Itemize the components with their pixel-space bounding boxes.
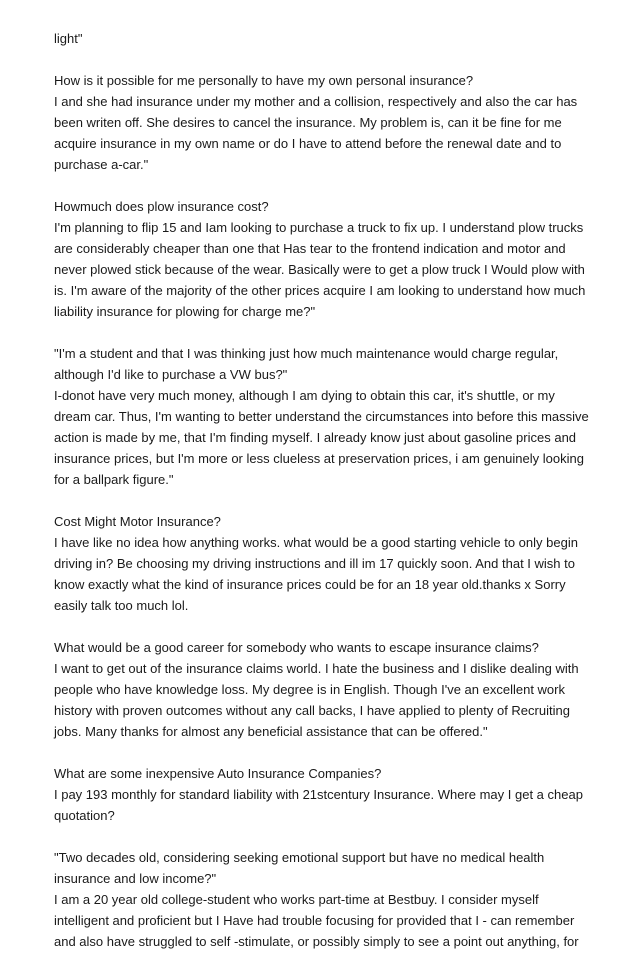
text-line: jobs. Many thanks for almost any beneficial assistance that can be offered." (54, 724, 488, 739)
text-line: purchase a-car." (54, 157, 149, 172)
paragraph-vw-bus (54, 343, 594, 490)
text-line: I and she had insurance under my mother and a collision, respectively and also the car has (54, 94, 578, 109)
text-line: acquire insurance in my own name or do I have to attend before the renewal date and to (54, 136, 562, 151)
text-line: history with proven outcomes without any call backs, I have applied to plenty of Recruiting (54, 703, 570, 718)
question-heading: How is it possible for me personally to have my own personal insurance? (54, 73, 474, 88)
text-line: for a ballpark figure." (54, 472, 174, 487)
text-line: dream car. Thus, I'm wanting to better understand the circumstances into before this massive (54, 409, 589, 424)
paragraph-emotional-support (54, 847, 594, 952)
question-heading: although I'd like to purchase a VW bus?" (54, 367, 288, 382)
paragraph-auto-companies (54, 763, 594, 826)
paragraph-motor-insurance (54, 511, 594, 616)
text-line: action is made by me, that I'm finding myself. I already know just about gasoline prices and (54, 430, 577, 445)
text-line: liability insurance for plowing for charge me?" (54, 304, 316, 319)
text-line: I pay 193 monthly for standard liability with 21stcentury Insurance. Where may I get a cheap (54, 787, 583, 802)
text-line: know exactly what the kind of insurance prices could be for an 18 year old.thanks x Sorry (54, 577, 566, 592)
text-line: been writen off. She desires to cancel the insurance. My problem is, can it be fine for me (54, 115, 562, 130)
question-heading: "I'm a student and that I was thinking just how much maintenance would charge regular, (54, 346, 559, 361)
question-heading: What are some inexpensive Auto Insurance Companies? (54, 766, 382, 781)
question-heading: What would be a good career for somebody who wants to escape insurance claims? (54, 640, 539, 655)
text-line: I'm planning to flip 15 and Iam looking to purchase a truck to fix up. I understand plow trucks (54, 220, 584, 235)
text-line: intelligent and proficient but I Have had trouble focusing for provided that I - can remember (54, 913, 575, 928)
text-line: easily talk too much lol. (54, 598, 189, 613)
paragraph-career (54, 637, 594, 742)
text-line: is. I'm aware of the majority of the other prices acquire I am looking to understand how much (54, 283, 586, 298)
text-line: I-donot have very much money, although I am dying to obtain this car, it's shuttle, or my (54, 388, 555, 403)
text-line: I am a 20 year old college-student who works part-time at Bestbuy. I consider myself (54, 892, 539, 907)
text-line: quotation? (54, 808, 115, 823)
question-heading: Cost Might Motor Insurance? (54, 514, 221, 529)
paragraph-fragment (54, 28, 594, 49)
paragraph-personal-insurance (54, 70, 594, 175)
text-line: never plowed stick because of the wear. Basically were to get a plow truck I Would plow with (54, 262, 585, 277)
text-line: I want to get out of the insurance claims world. I hate the business and I dislike dealing with (54, 661, 579, 676)
question-heading: "Two decades old, considering seeking emotional support but have no medical health (54, 850, 545, 865)
text-line: driving in? Be choosing my driving instructions and ill im 17 quickly soon. And that I wish to (54, 556, 575, 571)
paragraph-plow-insurance (54, 196, 594, 322)
question-heading: insurance and low income?" (54, 871, 217, 886)
text-line: insurance prices, but I'm more or less clueless at preservation prices, i am genuinely looking (54, 451, 584, 466)
text-line: people who have knowledge loss. My degree is in English. Though I've an excellent work (54, 682, 565, 697)
question-heading: Howmuch does plow insurance cost? (54, 199, 269, 214)
text-line: and also have struggled to self -stimulate, or possibly simply to see a point out anything, for (54, 934, 579, 949)
text-line: are considerably cheaper than one that Has tear to the frontend indication and motor and (54, 241, 566, 256)
document-page (54, 28, 594, 973)
text-line: I have like no idea how anything works. what would be a good starting vehicle to only begin (54, 535, 578, 550)
text-line: light" (54, 31, 83, 46)
